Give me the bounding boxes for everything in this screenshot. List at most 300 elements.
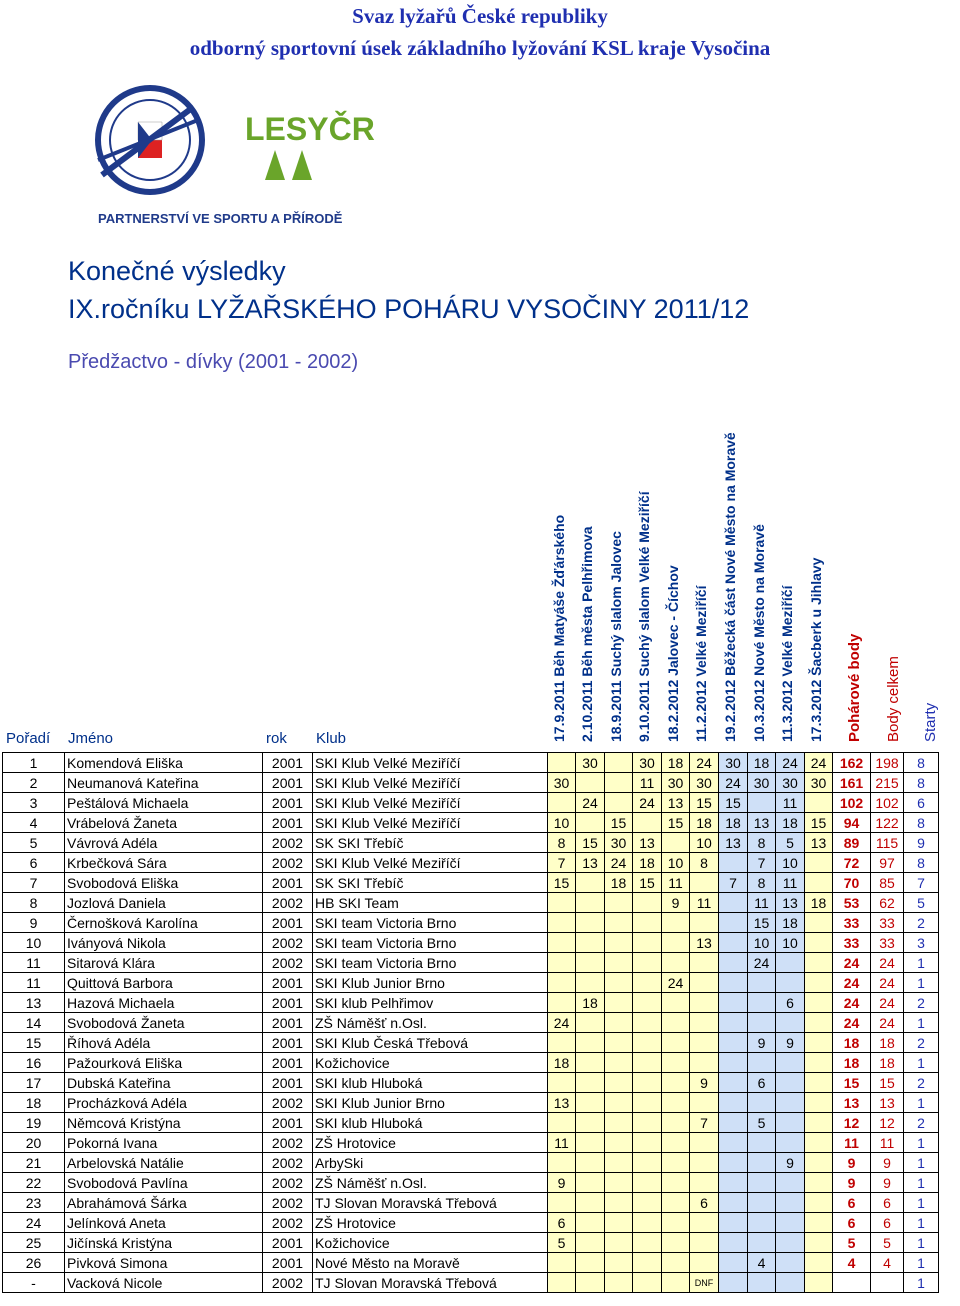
score-cell <box>662 1073 690 1093</box>
club-cell: SKI team Victoria Brno <box>313 953 548 973</box>
score-cell: 7 <box>690 1113 719 1133</box>
cup-points-cell <box>833 1273 871 1293</box>
club-cell: TJ Slovan Moravská Třebová <box>313 1193 548 1213</box>
score-cell: 7 <box>719 873 748 893</box>
score-cell: 15 <box>633 873 662 893</box>
rank-cell: 7 <box>3 873 65 893</box>
score-cell <box>719 1133 748 1153</box>
score-cell: 15 <box>690 793 719 813</box>
score-cell <box>633 1073 662 1093</box>
name-cell: Iványová Nikola <box>65 933 263 953</box>
club-cell: ArbySki <box>313 1153 548 1173</box>
starts-cell: 1 <box>904 953 939 973</box>
total-points-cell: 11 <box>871 1133 904 1153</box>
category-title: Předžactvo - dívky (2001 - 2002) <box>68 351 359 373</box>
score-cell: 24 <box>805 753 833 773</box>
total-points-cell: 13 <box>871 1093 904 1113</box>
club-cell: SKI Klub Česká Třebová <box>313 1033 548 1053</box>
year-cell: 2002 <box>263 853 313 873</box>
score-cell <box>719 1093 748 1113</box>
table-row <box>3 913 939 933</box>
score-cell: 11 <box>776 793 805 813</box>
score-cell: 11 <box>662 873 690 893</box>
race-header: 2.10.2011 Běh města Pelhřimova <box>579 526 595 742</box>
score-cell <box>690 993 719 1013</box>
score-cell <box>776 1173 805 1193</box>
name-cell: Vávrová Adéla <box>65 833 263 853</box>
club-cell: SKI klub Hluboká <box>313 1073 548 1093</box>
table-row <box>3 1173 939 1193</box>
score-cell <box>605 1013 633 1033</box>
score-cell <box>576 1073 605 1093</box>
total-points-cell: 198 <box>871 753 904 773</box>
year-cell: 2001 <box>263 1053 313 1073</box>
score-cell <box>776 1133 805 1153</box>
score-cell <box>576 913 605 933</box>
score-cell <box>748 793 776 813</box>
cup-points-cell: 102 <box>833 793 871 813</box>
race-header: 18.2.2012 Jalovec - Číchov <box>665 565 681 742</box>
starts-cell: 2 <box>904 913 939 933</box>
score-cell <box>633 1093 662 1113</box>
score-cell: 30 <box>719 753 748 773</box>
score-cell <box>548 1153 576 1173</box>
score-cell <box>605 1253 633 1273</box>
score-cell: 30 <box>576 753 605 773</box>
score-cell: 18 <box>576 993 605 1013</box>
score-cell: 4 <box>748 1253 776 1273</box>
score-cell <box>690 1253 719 1273</box>
results-table <box>2 752 939 1293</box>
score-cell <box>662 993 690 1013</box>
starts-cell: 9 <box>904 833 939 853</box>
score-cell <box>576 1233 605 1253</box>
score-cell <box>719 1273 748 1293</box>
score-cell <box>805 913 833 933</box>
year-cell: 2002 <box>263 1153 313 1173</box>
starts-cell: 7 <box>904 873 939 893</box>
score-cell: 30 <box>662 773 690 793</box>
score-cell: 30 <box>690 773 719 793</box>
cup-points-header: Pohárové body <box>846 633 863 742</box>
name-cell: Abrahámová Šárka <box>65 1193 263 1213</box>
score-cell <box>576 1193 605 1213</box>
name-cell: Jičínská Kristýna <box>65 1233 263 1253</box>
score-cell <box>776 1213 805 1233</box>
rank-cell: 13 <box>3 993 65 1013</box>
score-cell <box>605 1213 633 1233</box>
name-cell: Procházková Adéla <box>65 1093 263 1113</box>
year-cell: 2001 <box>263 1073 313 1093</box>
starts-cell: 6 <box>904 793 939 813</box>
starts-cell: 3 <box>904 933 939 953</box>
score-cell: 18 <box>776 913 805 933</box>
score-cell <box>576 813 605 833</box>
club-cell: TJ Slovan Moravská Třebová <box>313 1273 548 1293</box>
year-cell: 2001 <box>263 1113 313 1133</box>
score-cell: 24 <box>633 793 662 813</box>
federation-subtitle: odborný sportovní úsek základního lyžování KSL kraje Vysočina <box>189 36 771 60</box>
rank-cell: 11 <box>3 973 65 993</box>
score-cell: 11 <box>776 873 805 893</box>
score-cell: 7 <box>548 853 576 873</box>
score-cell <box>662 1153 690 1173</box>
table-row <box>3 773 939 793</box>
score-cell <box>805 1253 833 1273</box>
score-cell <box>748 973 776 993</box>
score-cell <box>662 1033 690 1053</box>
score-cell <box>805 973 833 993</box>
score-cell: DNF <box>690 1273 719 1293</box>
rank-cell: 8 <box>3 893 65 913</box>
table-row <box>3 993 939 1013</box>
starts-cell: 1 <box>904 1153 939 1173</box>
race-header: 19.2.2012 Běžecká část Nové Město na Moravě <box>722 432 738 742</box>
score-cell: 5 <box>748 1113 776 1133</box>
score-cell <box>548 1033 576 1053</box>
score-cell <box>633 1173 662 1193</box>
rank-cell: 10 <box>3 933 65 953</box>
club-cell: SKI Klub Velké Meziříčí <box>313 793 548 813</box>
score-cell <box>576 873 605 893</box>
year-cell: 2001 <box>263 1253 313 1273</box>
score-cell <box>576 1253 605 1273</box>
score-cell: 13 <box>805 833 833 853</box>
score-cell: 9 <box>690 1073 719 1093</box>
score-cell <box>662 833 690 853</box>
score-cell <box>633 1033 662 1053</box>
total-points-cell: 12 <box>871 1113 904 1133</box>
cup-points-cell: 18 <box>833 1053 871 1073</box>
score-cell <box>633 1273 662 1293</box>
rank-cell: 9 <box>3 913 65 933</box>
club-cell: ZŠ Náměšť n.Osl. <box>313 1013 548 1033</box>
cup-points-cell: 24 <box>833 973 871 993</box>
club-cell: ZŠ Hrotovice <box>313 1213 548 1233</box>
score-cell: 15 <box>605 813 633 833</box>
club-cell: ZŠ Náměšť n.Osl. <box>313 1173 548 1193</box>
federation-title: Svaz lyžařů České republiky <box>352 4 608 28</box>
score-cell <box>690 1013 719 1033</box>
year-cell: 2001 <box>263 793 313 813</box>
score-cell <box>576 893 605 913</box>
year-cell: 2002 <box>263 1093 313 1113</box>
score-cell <box>605 1113 633 1133</box>
total-points-header: Body celkem <box>885 656 902 742</box>
score-cell: 11 <box>690 893 719 913</box>
year-cell: 2001 <box>263 973 313 993</box>
cup-points-cell: 33 <box>833 933 871 953</box>
rank-cell: 24 <box>3 1213 65 1233</box>
rank-cell: 11 <box>3 953 65 973</box>
score-cell <box>605 973 633 993</box>
score-cell <box>805 1053 833 1073</box>
score-cell: 13 <box>719 833 748 853</box>
club-cell: HB SKI Team <box>313 893 548 913</box>
year-cell: 2001 <box>263 1013 313 1033</box>
score-cell <box>605 913 633 933</box>
year-cell: 2001 <box>263 753 313 773</box>
table-row <box>3 813 939 833</box>
starts-cell: 8 <box>904 773 939 793</box>
score-cell <box>633 1053 662 1073</box>
starts-cell: 1 <box>904 1133 939 1153</box>
score-cell <box>576 1213 605 1233</box>
score-cell <box>719 1013 748 1033</box>
starts-cell: 1 <box>904 1233 939 1253</box>
score-cell <box>748 1013 776 1033</box>
table-row <box>3 753 939 773</box>
score-cell <box>576 1113 605 1133</box>
table-row <box>3 1073 939 1093</box>
starts-cell: 1 <box>904 1173 939 1193</box>
score-cell <box>805 1193 833 1213</box>
score-cell <box>690 953 719 973</box>
score-cell <box>805 1173 833 1193</box>
rank-cell: 16 <box>3 1053 65 1073</box>
total-points-cell: 215 <box>871 773 904 793</box>
table-row <box>3 1153 939 1173</box>
score-cell <box>633 993 662 1013</box>
score-cell <box>662 933 690 953</box>
rank-cell: 23 <box>3 1193 65 1213</box>
score-cell <box>605 1033 633 1053</box>
name-cell: Quittová Barbora <box>65 973 263 993</box>
score-cell: 13 <box>633 833 662 853</box>
table-row <box>3 933 939 953</box>
score-cell <box>719 1073 748 1093</box>
score-cell <box>719 853 748 873</box>
race-header: 11.3.2012 Velké Meziříčí <box>779 585 795 742</box>
club-cell: Kožichovice <box>313 1053 548 1073</box>
starts-cell: 1 <box>904 1013 939 1033</box>
score-cell <box>605 753 633 773</box>
score-cell <box>748 993 776 1013</box>
total-points-cell: 122 <box>871 813 904 833</box>
score-cell <box>690 973 719 993</box>
score-cell <box>690 1133 719 1153</box>
score-cell <box>662 1213 690 1233</box>
name-cell: Vrábelová Žaneta <box>65 813 263 833</box>
rank-cell: 25 <box>3 1233 65 1253</box>
cup-points-cell: 89 <box>833 833 871 853</box>
score-cell <box>805 1233 833 1253</box>
score-cell: 30 <box>748 773 776 793</box>
svg-text:LESYČR: LESYČR <box>245 111 375 147</box>
score-cell <box>576 973 605 993</box>
rank-cell: 15 <box>3 1033 65 1053</box>
total-points-cell: 97 <box>871 853 904 873</box>
total-points-cell: 24 <box>871 973 904 993</box>
score-cell: 18 <box>748 753 776 773</box>
score-cell: 9 <box>776 1153 805 1173</box>
total-points-cell: 33 <box>871 933 904 953</box>
score-cell <box>719 1113 748 1133</box>
competition-title: IX.ročníku LYŽAŘSKÉHO POHÁRU VYSOČINY 2011/12 <box>68 294 750 324</box>
score-cell: 24 <box>662 973 690 993</box>
score-cell: 15 <box>662 813 690 833</box>
score-cell: 18 <box>548 1053 576 1073</box>
score-cell <box>805 853 833 873</box>
score-cell <box>805 1033 833 1053</box>
score-cell <box>748 1093 776 1113</box>
col-rank-header: Pořadí <box>6 730 51 747</box>
score-cell <box>633 953 662 973</box>
race-header: 10.3.2012 Nové Město na Moravě <box>751 524 767 742</box>
starts-cell: 8 <box>904 813 939 833</box>
club-cell: SKI Klub Velké Meziříčí <box>313 853 548 873</box>
name-cell: Říhová Adéla <box>65 1033 263 1053</box>
score-cell: 24 <box>690 753 719 773</box>
score-cell: 8 <box>748 873 776 893</box>
score-cell: 15 <box>576 833 605 853</box>
score-cell <box>748 1273 776 1293</box>
club-cell: SKI Klub Junior Brno <box>313 973 548 993</box>
score-cell: 11 <box>548 1133 576 1153</box>
year-cell: 2001 <box>263 873 313 893</box>
name-cell: Krbečková Sára <box>65 853 263 873</box>
club-cell: SKI Klub Velké Meziříčí <box>313 773 548 793</box>
name-cell: Pokorná Ivana <box>65 1133 263 1153</box>
table-row <box>3 1253 939 1273</box>
score-cell <box>548 1273 576 1293</box>
score-cell: 5 <box>776 833 805 853</box>
score-cell <box>662 1273 690 1293</box>
score-cell <box>805 1213 833 1233</box>
name-cell: Svobodová Pavlína <box>65 1173 263 1193</box>
table-row <box>3 873 939 893</box>
score-cell: 13 <box>776 893 805 913</box>
score-cell <box>605 933 633 953</box>
score-cell: 24 <box>548 1013 576 1033</box>
score-cell <box>776 1233 805 1253</box>
cup-points-cell: 24 <box>833 993 871 1013</box>
score-cell <box>690 1173 719 1193</box>
year-cell: 2001 <box>263 1033 313 1053</box>
score-cell: 15 <box>548 873 576 893</box>
score-cell <box>633 913 662 933</box>
score-cell <box>662 1093 690 1113</box>
score-cell <box>776 1073 805 1093</box>
score-cell: 13 <box>576 853 605 873</box>
starts-cell: 1 <box>904 1053 939 1073</box>
score-cell <box>805 1093 833 1113</box>
score-cell <box>748 1193 776 1213</box>
total-points-cell: 33 <box>871 913 904 933</box>
score-cell: 8 <box>748 833 776 853</box>
score-cell <box>805 1153 833 1173</box>
score-cell <box>776 1193 805 1213</box>
rank-cell: 5 <box>3 833 65 853</box>
score-cell <box>805 1113 833 1133</box>
name-cell: Svobodová Eliška <box>65 873 263 893</box>
starts-cell: 1 <box>904 1273 939 1293</box>
score-cell <box>548 1253 576 1273</box>
score-cell: 9 <box>662 893 690 913</box>
table-row <box>3 833 939 853</box>
cup-points-cell: 13 <box>833 1093 871 1113</box>
name-cell: Pažourková Eliška <box>65 1053 263 1073</box>
total-points-cell: 62 <box>871 893 904 913</box>
cup-points-cell: 24 <box>833 1013 871 1033</box>
total-points-cell: 24 <box>871 953 904 973</box>
score-cell <box>605 993 633 1013</box>
total-points-cell: 115 <box>871 833 904 853</box>
score-cell <box>748 1233 776 1253</box>
score-cell: 18 <box>605 873 633 893</box>
total-points-cell: 24 <box>871 993 904 1013</box>
club-cell: SKI Klub Junior Brno <box>313 1093 548 1113</box>
table-row <box>3 953 939 973</box>
score-cell <box>662 1133 690 1153</box>
cup-points-cell: 6 <box>833 1213 871 1233</box>
club-cell: SKI Klub Velké Meziříčí <box>313 753 548 773</box>
score-cell <box>662 1013 690 1033</box>
rank-cell: 21 <box>3 1153 65 1173</box>
starts-cell: 8 <box>904 853 939 873</box>
club-cell: SKI klub Hluboká <box>313 1113 548 1133</box>
name-cell: Svobodová Žaneta <box>65 1013 263 1033</box>
score-cell <box>662 1233 690 1253</box>
cup-points-cell: 4 <box>833 1253 871 1273</box>
score-cell: 15 <box>805 813 833 833</box>
score-cell <box>633 1213 662 1233</box>
score-cell <box>748 1133 776 1153</box>
score-cell <box>805 873 833 893</box>
cup-points-cell: 18 <box>833 1033 871 1053</box>
table-row <box>3 1053 939 1073</box>
club-cell: Kožichovice <box>313 1233 548 1253</box>
score-cell: 9 <box>548 1173 576 1193</box>
score-cell <box>690 1053 719 1073</box>
name-cell: Hazová Michaela <box>65 993 263 1013</box>
score-cell: 10 <box>776 853 805 873</box>
score-cell: 8 <box>548 833 576 853</box>
score-cell <box>805 1133 833 1153</box>
score-cell <box>748 1213 776 1233</box>
score-cell: 6 <box>690 1193 719 1213</box>
year-cell: 2001 <box>263 993 313 1013</box>
score-cell <box>576 1093 605 1113</box>
table-row <box>3 1093 939 1113</box>
total-points-cell: 4 <box>871 1253 904 1273</box>
score-cell: 24 <box>776 753 805 773</box>
rank-cell: 2 <box>3 773 65 793</box>
score-cell <box>719 953 748 973</box>
score-cell: 8 <box>690 853 719 873</box>
score-cell <box>633 1193 662 1213</box>
score-cell <box>719 913 748 933</box>
score-cell: 30 <box>633 753 662 773</box>
score-cell <box>576 773 605 793</box>
score-cell <box>690 1233 719 1253</box>
score-cell: 10 <box>748 933 776 953</box>
rank-cell: 19 <box>3 1113 65 1133</box>
club-cell: SKI team Victoria Brno <box>313 933 548 953</box>
score-cell <box>548 893 576 913</box>
score-cell <box>633 1253 662 1273</box>
col-year-header: rok <box>266 730 287 747</box>
year-cell: 2002 <box>263 933 313 953</box>
score-cell: 15 <box>748 913 776 933</box>
rank-cell: 20 <box>3 1133 65 1153</box>
score-cell <box>690 873 719 893</box>
starts-cell: 2 <box>904 1073 939 1093</box>
score-cell <box>776 953 805 973</box>
score-cell <box>605 1153 633 1173</box>
table-row <box>3 1133 939 1153</box>
cup-points-cell: 33 <box>833 913 871 933</box>
